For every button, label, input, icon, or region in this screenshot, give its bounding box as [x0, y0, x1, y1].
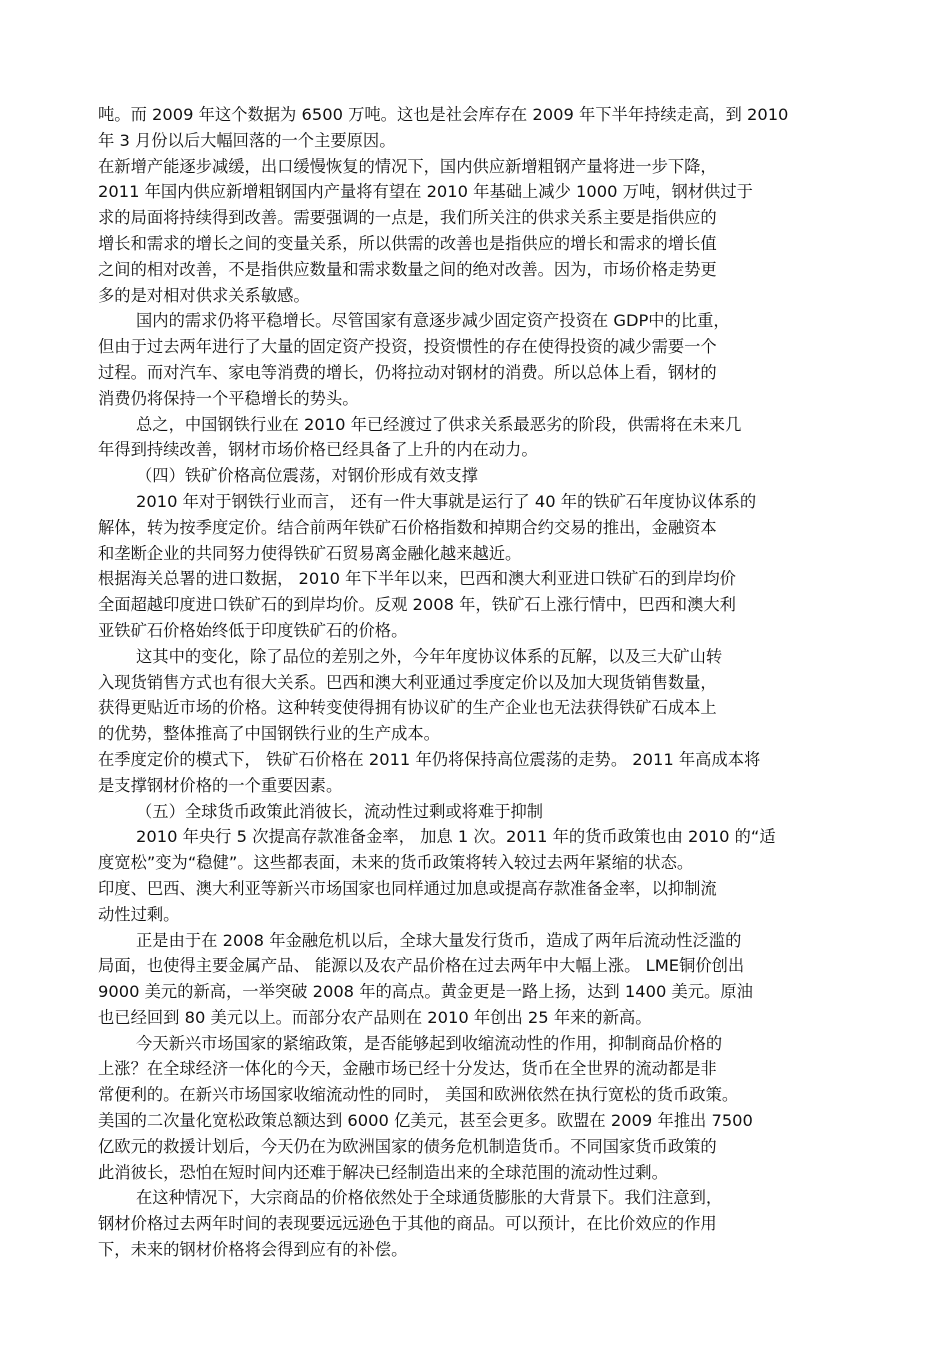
text-line: 消费仍将保持一个平稳增长的势头。 [98, 388, 359, 408]
text-line: 是支撑钢材价格的一个重要因素。 [98, 775, 343, 795]
text-line: 入现货销售方式也有很大关系。巴西和澳大利亚通过季度定价以及加大现货销售数量， [98, 672, 717, 692]
text-line: 在季度定价的模式下， 铁矿石价格在 2011 年仍将保持高位震荡的走势。 2011 年高成本将 [98, 749, 761, 769]
text-line: 解体，转为按季度定价。结合前两年铁矿石价格指数和掉期合约交易的推出，金融资本 [98, 517, 717, 537]
text-line: 和垄断企业的共同努力使得铁矿石贸易离金融化越来越近。 [98, 543, 522, 563]
text-line: 9000 美元的新高，一举突破 2008 年的高点。黄金更是一路上扬，达到 1400 美元。原油 [98, 982, 753, 1002]
text-line: 在新增产能逐步减缓，出口缓慢恢复的情况下，国内供应新增粗钢产量将进一步下降， [98, 156, 717, 176]
text-line: 年得到持续改善，钢材市场价格已经具备了上升的内在动力。 [98, 440, 538, 460]
text-line: 多的是对相对供求关系敏感。 [98, 285, 310, 305]
text-line: 增长和需求的增长之间的变量关系，所以供需的改善也是指供应的增长和需求的增长值 [98, 233, 717, 253]
text-line: 上涨？在全球经济一体化的今天，金融市场已经十分发达，货币在全世界的流动都是非 [98, 1059, 717, 1079]
text-line: 亚铁矿石价格始终低于印度铁矿石的价格。 [98, 620, 408, 640]
text-line: 印度、巴西、澳大利亚等新兴市场国家也同样通过加息或提高存款准备金率，以抑制流 [98, 878, 717, 898]
text-line: 吨。而 2009 年这个数据为 6500 万吨。这也是社会库存在 2009 年下半年持续走高，到 2010 [98, 105, 789, 124]
text-line: （四）铁矿价格高位震荡，对钢价形成有效支撑 [136, 466, 478, 486]
text-line: 之间的相对改善，不是指供应数量和需求数量之间的绝对改善。因为，市场价格走势更 [98, 259, 717, 279]
text-line: 也已经回到 80 美元以上。而部分农产品则在 2010 年创出 25 年来的新高。 [98, 1007, 652, 1027]
text-line: 此消彼长，恐怕在短时间内还难于解决已经制造出来的全球范围的流动性过剩。 [98, 1162, 668, 1182]
text-line: 在这种情况下，大宗商品的价格依然处于全球通货膨胀的大背景下。我们注意到， [136, 1188, 723, 1208]
text-line: 正是由于在 2008 年金融危机以后，全球大量发行货币，造成了两年后流动性泛滥的 [136, 930, 742, 950]
text-line: 今天新兴市场国家的紧缩政策，是否能够起到收缩流动性的作用，抑制商品价格的 [136, 1033, 723, 1053]
text-line: 局面，也使得主要金属产品、 能源以及农产品价格在过去两年中大幅上涨。 LME铜价创出 [98, 956, 745, 976]
text-line: 2010 年央行 5 次提高存款准备金率， 加息 1 次。2011 年的货币政策也由 2010 的“适 [136, 827, 776, 847]
text-line: 根据海关总署的进口数据， 2010 年下半年以来，巴西和澳大利亚进口铁矿石的到岸均价 [98, 569, 736, 589]
text-line: 获得更贴近市场的价格。这种转变使得拥有协议矿的生产企业也无法获得铁矿石成本上 [98, 698, 717, 718]
text-line: 的优势，整体推高了中国钢铁行业的生产成本。 [98, 724, 440, 744]
text-line: 度宽松”变为“稳健”。这些都表面，未来的货币政策将转入较过去两年紧缩的状态。 [98, 853, 694, 873]
text-line: 国内的需求仍将平稳增长。尽管国家有意逐步减少固定资产投资在 GDP中的比重， [136, 311, 730, 331]
text-line: 钢材价格过去两年时间的表现要远远逊色于其他的商品。可以预计，在比价效应的作用 [98, 1214, 717, 1234]
text-line: 全面超越印度进口铁矿石的到岸均价。反观 2008 年，铁矿石上涨行情中，巴西和澳大利 [98, 595, 736, 615]
text-line: 动性过剩。 [98, 904, 180, 924]
text-line: 常便利的。在新兴市场国家收缩流动性的同时， 美国和欧洲依然在执行宽松的货币政策。 [98, 1085, 739, 1105]
text-line: （五）全球货币政策此消彼长，流动性过剩或将难于抑制 [136, 801, 544, 821]
text-line: 求的局面将持续得到改善。需要强调的一点是，我们所关注的供求关系主要是指供应的 [98, 208, 717, 228]
text-line: 这其中的变化，除了品位的差别之外，今年年度协议体系的瓦解，以及三大矿山转 [136, 646, 723, 666]
text-line: 年 3 月份以后大幅回落的一个主要原因。 [98, 130, 396, 150]
text-line: 2010 年对于钢铁行业而言， 还有一件大事就是运行了 40 年的铁矿石年度协议体系的 [136, 491, 757, 511]
text-line: 但由于过去两年进行了大量的固定资产投资，投资惯性的存在使得投资的减少需要一个 [98, 337, 717, 357]
text-line: 下，未来的钢材价格将会得到应有的补偿。 [98, 1240, 408, 1260]
text-line: 总之，中国钢铁行业在 2010 年已经渡过了供求关系最恶劣的阶段，供需将在未来几 [136, 414, 742, 434]
document-body [98, 102, 840, 1263]
text-line: 亿欧元的救援计划后，今天仍在为欧洲国家的债务危机制造货币。不同国家货币政策的 [98, 1136, 717, 1156]
text-line: 2011 年国内供应新增粗钢国内产量将有望在 2010 年基础上减少 1000 万吨，钢材供过于 [98, 182, 753, 202]
text-line: 美国的二次量化宽松政策总额达到 6000 亿美元，甚至会更多。欧盟在 2009 年推出 7500 [98, 1111, 753, 1131]
text-line: 过程。而对汽车、家电等消费的增长，仍将拉动对钢材的消费。所以总体上看，钢材的 [98, 362, 717, 382]
